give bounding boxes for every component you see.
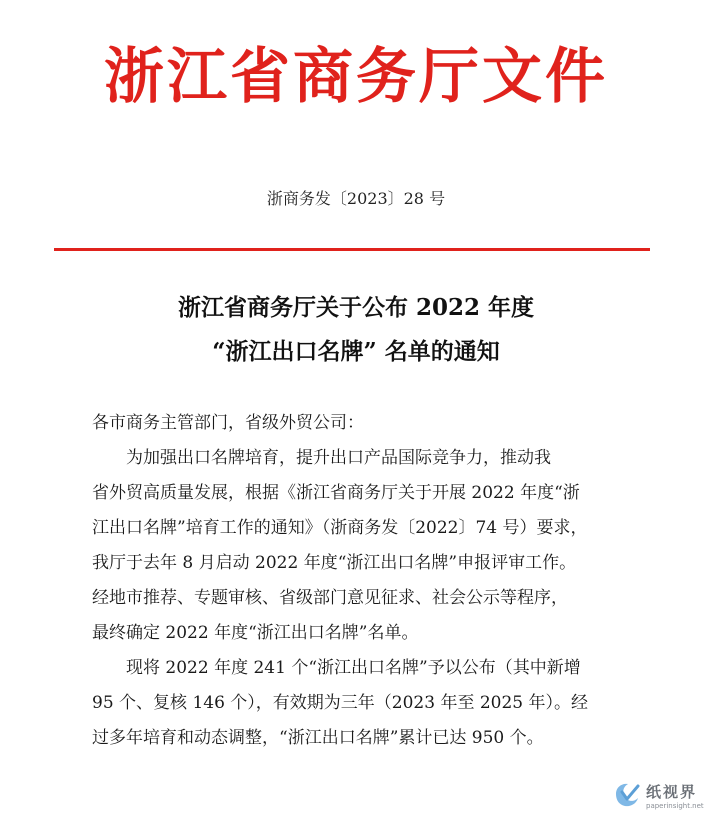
watermark-url: paperinsight.net [646,802,704,810]
watermark-brand: 纸视界 [646,783,698,801]
paperinsight-logo-icon [612,780,642,810]
paragraph-1-line-3: 江出口名牌”培育工作的通知》（浙商务发〔2022〕74 号）要求， [92,518,588,538]
paragraph-1-line-1: 为加强出口名牌培育，提升出口产品国际竞争力，推动我 [126,448,551,468]
notice-title-line-1: 浙江省商务厅关于公布 2022 年度 [177,294,535,321]
watermark [612,778,708,816]
paragraph-2-line-1: 现将 2022 年度 241 个“浙江出口名牌”予以公布（其中新增 [126,658,581,678]
red-divider-line [54,248,650,251]
document-header-title: 浙江省商务厅文件 [104,42,608,112]
salutation: 各市商务主管部门，省级外贸公司： [92,413,364,433]
notice-title-line-2: “浙江出口名牌” 名单的通知 [212,338,500,365]
document-number: 浙商务发〔2023〕28 号 [266,189,446,208]
paragraph-2-line-2: 95 个、复核 146 个），有效期为三年（2023 年至 2025 年）。经 [92,693,589,713]
paragraph-2-line-3: 过多年培育和动态调整，“浙江出口名牌”累计已达 950 个。 [92,728,544,748]
paragraph-1-line-5: 经地市推荐、专题审核、省级部门意见征求、社会公示等程序， [92,588,568,608]
paragraph-1-line-4: 我厅于去年 8 月启动 2022 年度“浙江出口名牌”申报评审工作。 [92,553,577,573]
paragraph-1-line-2: 省外贸高质量发展，根据《浙江省商务厅关于开展 2022 年度“浙 [92,483,580,503]
paragraph-1-line-6: 最终确定 2022 年度“浙江出口名牌”名单。 [92,623,419,643]
